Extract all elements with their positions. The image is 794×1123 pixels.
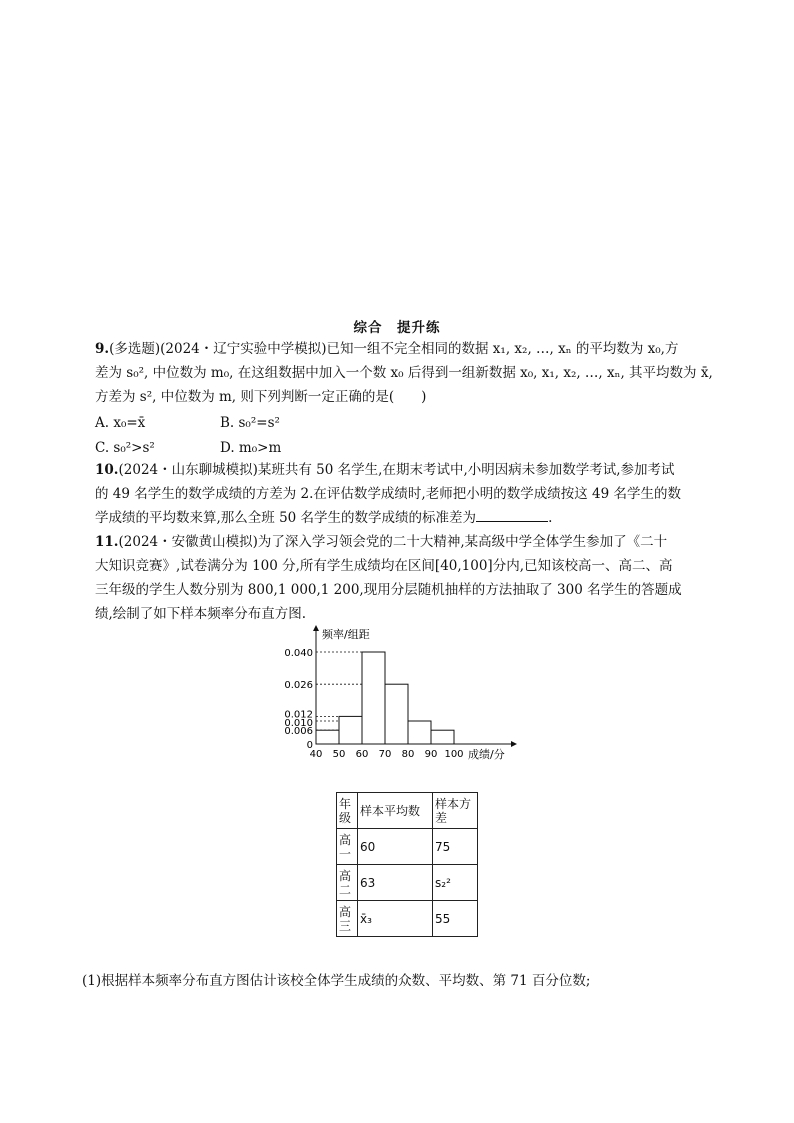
x-tick-label: 100 xyxy=(444,749,464,760)
y-tick-label: 0.010 xyxy=(284,718,313,729)
q11-sub-question-1: (1)根据样本频率分布直方图估计该校全体学生成绩的众数、平均数、第 71 百分位数; xyxy=(82,973,591,989)
row-variance: 55 xyxy=(433,901,478,937)
row-variance: 75 xyxy=(433,829,478,865)
x-tick-label: 70 xyxy=(378,749,392,760)
histogram-bar xyxy=(431,730,454,744)
histogram-bars xyxy=(316,652,454,744)
x-tick-label: 40 xyxy=(309,749,323,760)
x-tick-label: 60 xyxy=(355,749,369,760)
frequency-histogram xyxy=(276,622,546,768)
row-grade: 高二 xyxy=(337,865,358,901)
x-tick-label: 80 xyxy=(401,749,415,760)
q11-line-1 xyxy=(95,533,667,551)
x-tick-label: 50 xyxy=(332,749,346,760)
answer-blank[interactable] xyxy=(476,509,548,522)
y-axis-label: 频率/组距 xyxy=(322,628,370,641)
row-mean: x̄₃ xyxy=(358,901,433,937)
histogram-bar xyxy=(339,716,362,744)
q9-text-1: (多选题)(2024・辽宁实验中学模拟)已知一组不完全相同的数据 x₁, x₂, …, xₙ 的平均数为 x₀,方 xyxy=(109,341,679,357)
row-variance: s₂² xyxy=(433,865,478,901)
y-tick-label: 0.026 xyxy=(284,680,313,692)
histogram-bar xyxy=(362,652,385,744)
row-mean: 63 xyxy=(358,865,433,901)
q11-line-4: 绩,绘制了如下样本频率分布直方图. xyxy=(95,606,307,622)
table-header-row xyxy=(337,793,478,829)
header-mean: 样本平均数 xyxy=(358,793,433,829)
q9-line-2: 差为 s₀², 中位数为 m₀, 在这组数据中加入一个数 x₀ 后得到一组新数据 x₀, x₁, x₂, …, xₙ, 其平均数为 x̄, xyxy=(95,365,713,381)
y-tick-labels xyxy=(284,648,313,751)
q9-option-a[interactable]: A. x₀=x̄ xyxy=(95,415,146,431)
row-grade: 高三 xyxy=(337,901,358,937)
histogram-bar xyxy=(385,684,408,744)
q9-line-1 xyxy=(95,340,678,358)
y-tick-label: 0.040 xyxy=(284,648,313,659)
q11-line-3: 三年级的学生人数分别为 800,1 000,1 200,现用分层随机抽样的方法抽取了 300 名学生的答题成 xyxy=(95,582,682,598)
q10-period: . xyxy=(548,510,553,526)
q11-line-2: 大知识竞赛》,试卷满分为 100 分,所有学生成绩均在区间[40,100]分内,已知该校高一、高二、高 xyxy=(95,558,673,574)
x-tick-label: 90 xyxy=(424,749,438,760)
q10-line-1 xyxy=(95,461,675,479)
x-tick-labels xyxy=(310,749,464,760)
table-row xyxy=(337,901,478,937)
q9-option-b[interactable]: B. s₀²=s² xyxy=(220,415,280,431)
q10-text-1: (2024・山东聊城模拟)某班共有 50 名学生,在期末考试中,小明因病未参加数学考试,参加考试 xyxy=(118,462,675,478)
sample-statistics-table xyxy=(336,792,478,937)
q9-option-d[interactable]: D. m₀>m xyxy=(220,440,282,456)
header-variance: 样本方差 xyxy=(433,793,478,829)
q10-line-2: 的 49 名学生的数学成绩的方差为 2.在评估数学成绩时,老师把小明的数学成绩按这 49 名学生的数 xyxy=(95,486,681,502)
q11-number: 11. xyxy=(95,534,119,550)
row-mean: 60 xyxy=(358,829,433,865)
q11-text-1: (2024・安徽黄山模拟)为了深入学习领会党的二十大精神,某高级中学全体学生参加了《二十 xyxy=(118,534,668,550)
q10-line-3 xyxy=(95,509,552,527)
x-axis-label: 成绩/分 xyxy=(468,748,505,761)
q9-option-c[interactable]: C. s₀²>s² xyxy=(95,440,155,456)
histogram-bar xyxy=(408,721,431,744)
y-tick-label: 0.006 xyxy=(284,726,313,738)
y-tick-label: 0.012 xyxy=(284,709,313,721)
q9-number: 9. xyxy=(95,341,110,357)
section-heading: 综合 提升练 xyxy=(353,320,441,336)
q10-number: 10. xyxy=(95,462,119,478)
histogram-bar xyxy=(316,730,339,744)
table-row xyxy=(337,829,478,865)
header-grade: 年级 xyxy=(337,793,358,829)
row-grade: 高一 xyxy=(337,829,358,865)
y-tick-label: 0 xyxy=(306,740,313,751)
q9-line-3: 方差为 s², 中位数为 m, 则下列判断一定正确的是( ) xyxy=(95,389,427,405)
q10-text-3: 学成绩的平均数来算,那么全班 50 名学生的数学成绩的标准差为 xyxy=(95,510,477,526)
table-row xyxy=(337,865,478,901)
